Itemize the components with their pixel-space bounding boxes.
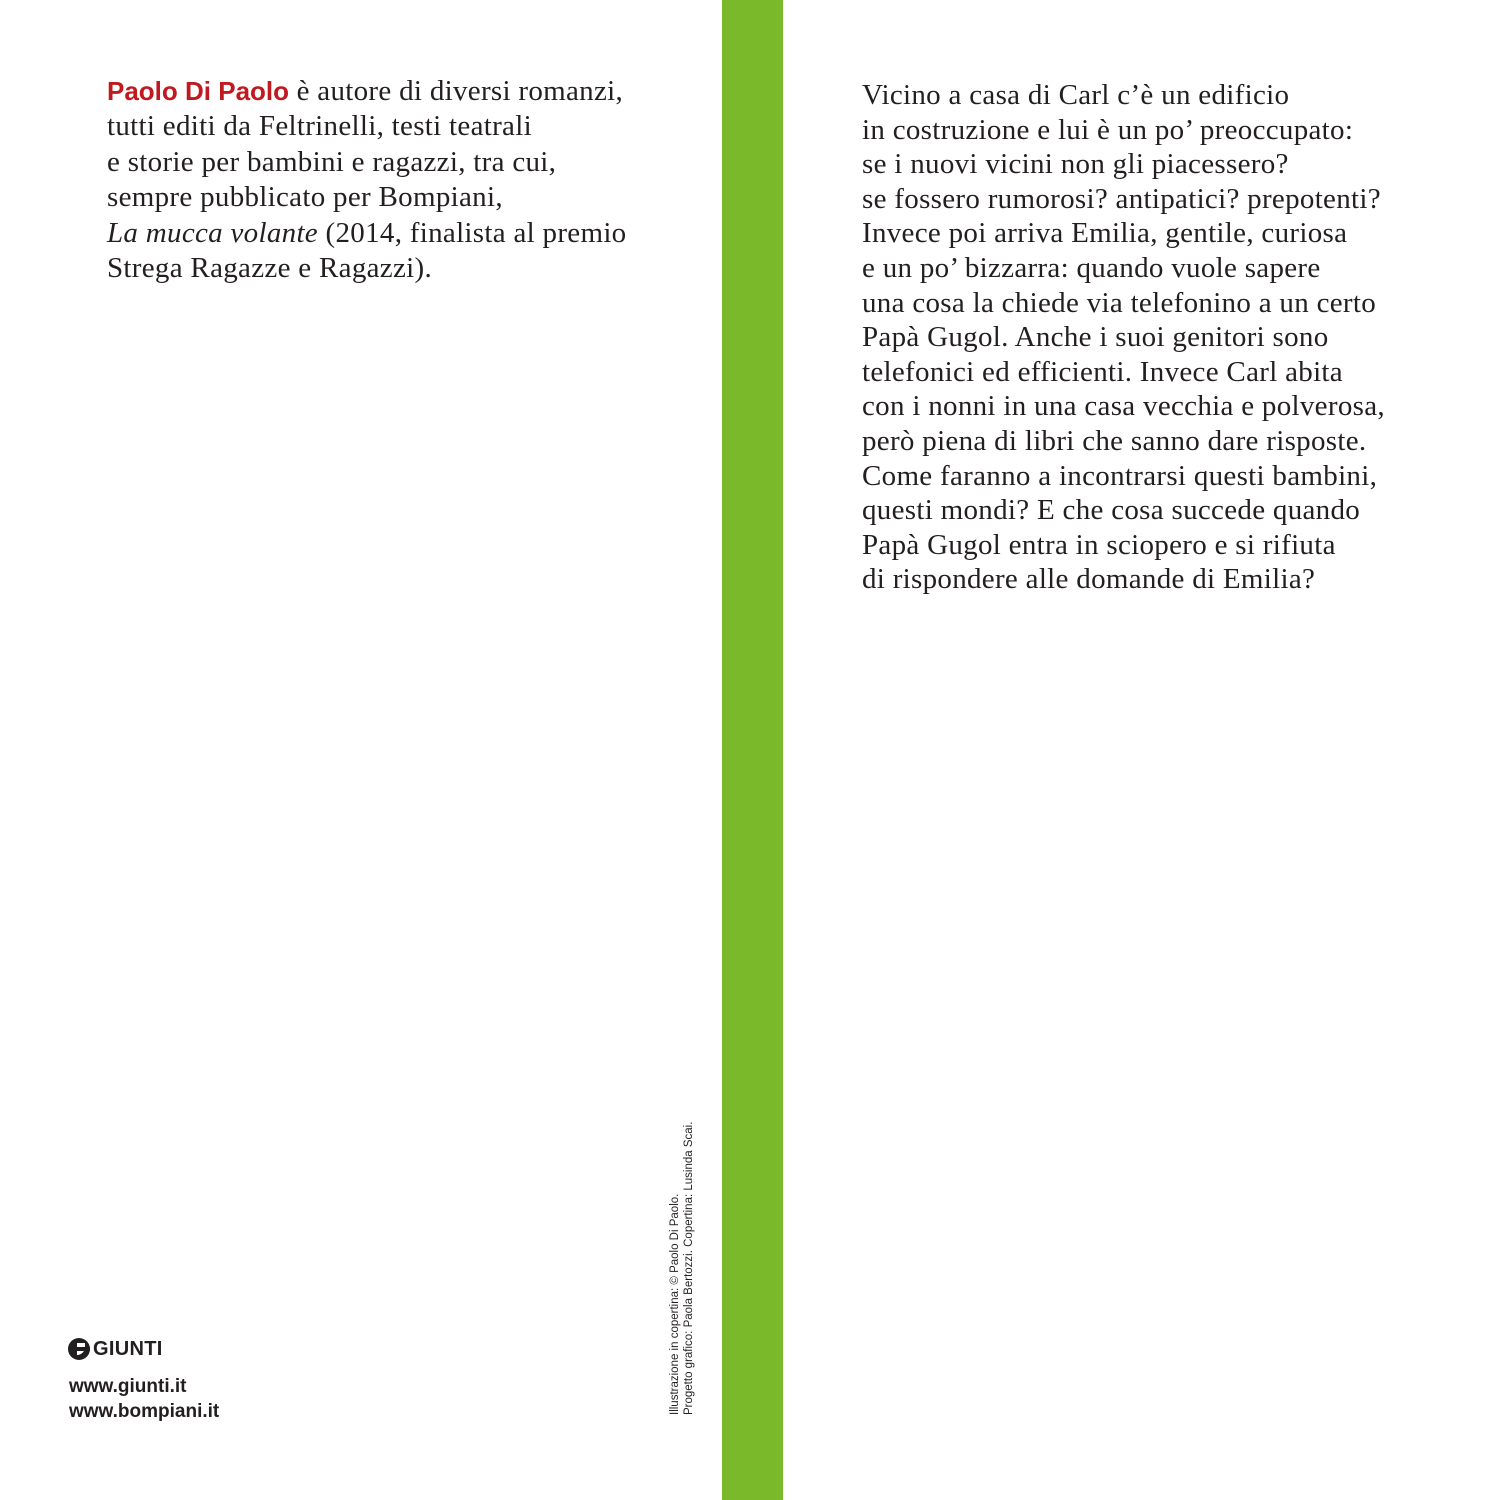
synopsis-line: in costruzione e lui è un po’ preoccupato: (862, 113, 1354, 146)
synopsis-line: se fossero rumorosi? antipatici? prepotenti? (862, 182, 1381, 215)
synopsis-line: di rispondere alle domande di Emilia? (862, 563, 1316, 596)
synopsis-line: Papà Gugol. Anche i suoi genitori sono (862, 321, 1329, 354)
synopsis-line: con i nonni in una casa vecchia e polverosa, (862, 390, 1385, 423)
synopsis-line: se i nuovi vicini non gli piacessero? (862, 148, 1289, 181)
bio-line-2: tutti editi da Feltrinelli, testi teatrali (107, 110, 532, 143)
website-giunti: www.giunti.it (69, 1376, 187, 1397)
logo-text: GIUNTI (93, 1337, 163, 1360)
giunti-logo (68, 1336, 163, 1362)
credits-line-1: Illustrazione in copertina: © Paolo Di Paolo. (669, 1193, 681, 1415)
synopsis-line: una cosa la chiede via telefonino a un certo (862, 286, 1377, 319)
green-band (722, 0, 783, 1500)
author-bio (107, 74, 707, 286)
synopsis-line: Papà Gugol entra in sciopero e si rifiuta (862, 528, 1336, 561)
bio-line-5-text: (2014, finalista al premio (317, 216, 627, 249)
publisher-websites (69, 1374, 219, 1424)
book-title: La mucca volante (107, 216, 318, 249)
bio-line-5 (107, 216, 707, 251)
synopsis-line: Invece poi arriva Emilia, gentile, curiosa (862, 217, 1348, 250)
synopsis-line: però piena di libri che sanno dare risposte. (862, 424, 1367, 457)
synopsis-line: Come faranno a incontrarsi questi bambini, (862, 459, 1378, 492)
bio-line-3: e storie per bambini e ragazzi, tra cui, (107, 145, 557, 178)
author-name: Paolo Di Paolo (107, 76, 290, 106)
bio-line-1-text: è autore di diversi romanzi, (289, 75, 624, 107)
cover-credits (668, 1122, 696, 1415)
credits-line-2: Progetto grafico: Paola Bertozzi. Copertina: Lusinda Scai. (683, 1121, 695, 1415)
bio-line-6: Strega Ragazze e Ragazzi). (107, 252, 433, 285)
bio-line-1 (107, 74, 707, 109)
giunti-g-logo-icon (68, 1338, 90, 1360)
bio-line-4: sempre pubblicato per Bompiani, (107, 181, 503, 214)
synopsis-line: telefonici ed efficienti. Invece Carl abita (862, 355, 1343, 388)
synopsis-line: questi mondi? E che cosa succede quando (862, 494, 1361, 527)
synopsis-line: e un po’ bizzarra: quando vuole sapere (862, 251, 1321, 284)
synopsis (862, 78, 1482, 597)
synopsis-line: Vicino a casa di Carl c’è un edificio (862, 79, 1290, 111)
website-bompiani: www.bompiani.it (69, 1401, 220, 1422)
